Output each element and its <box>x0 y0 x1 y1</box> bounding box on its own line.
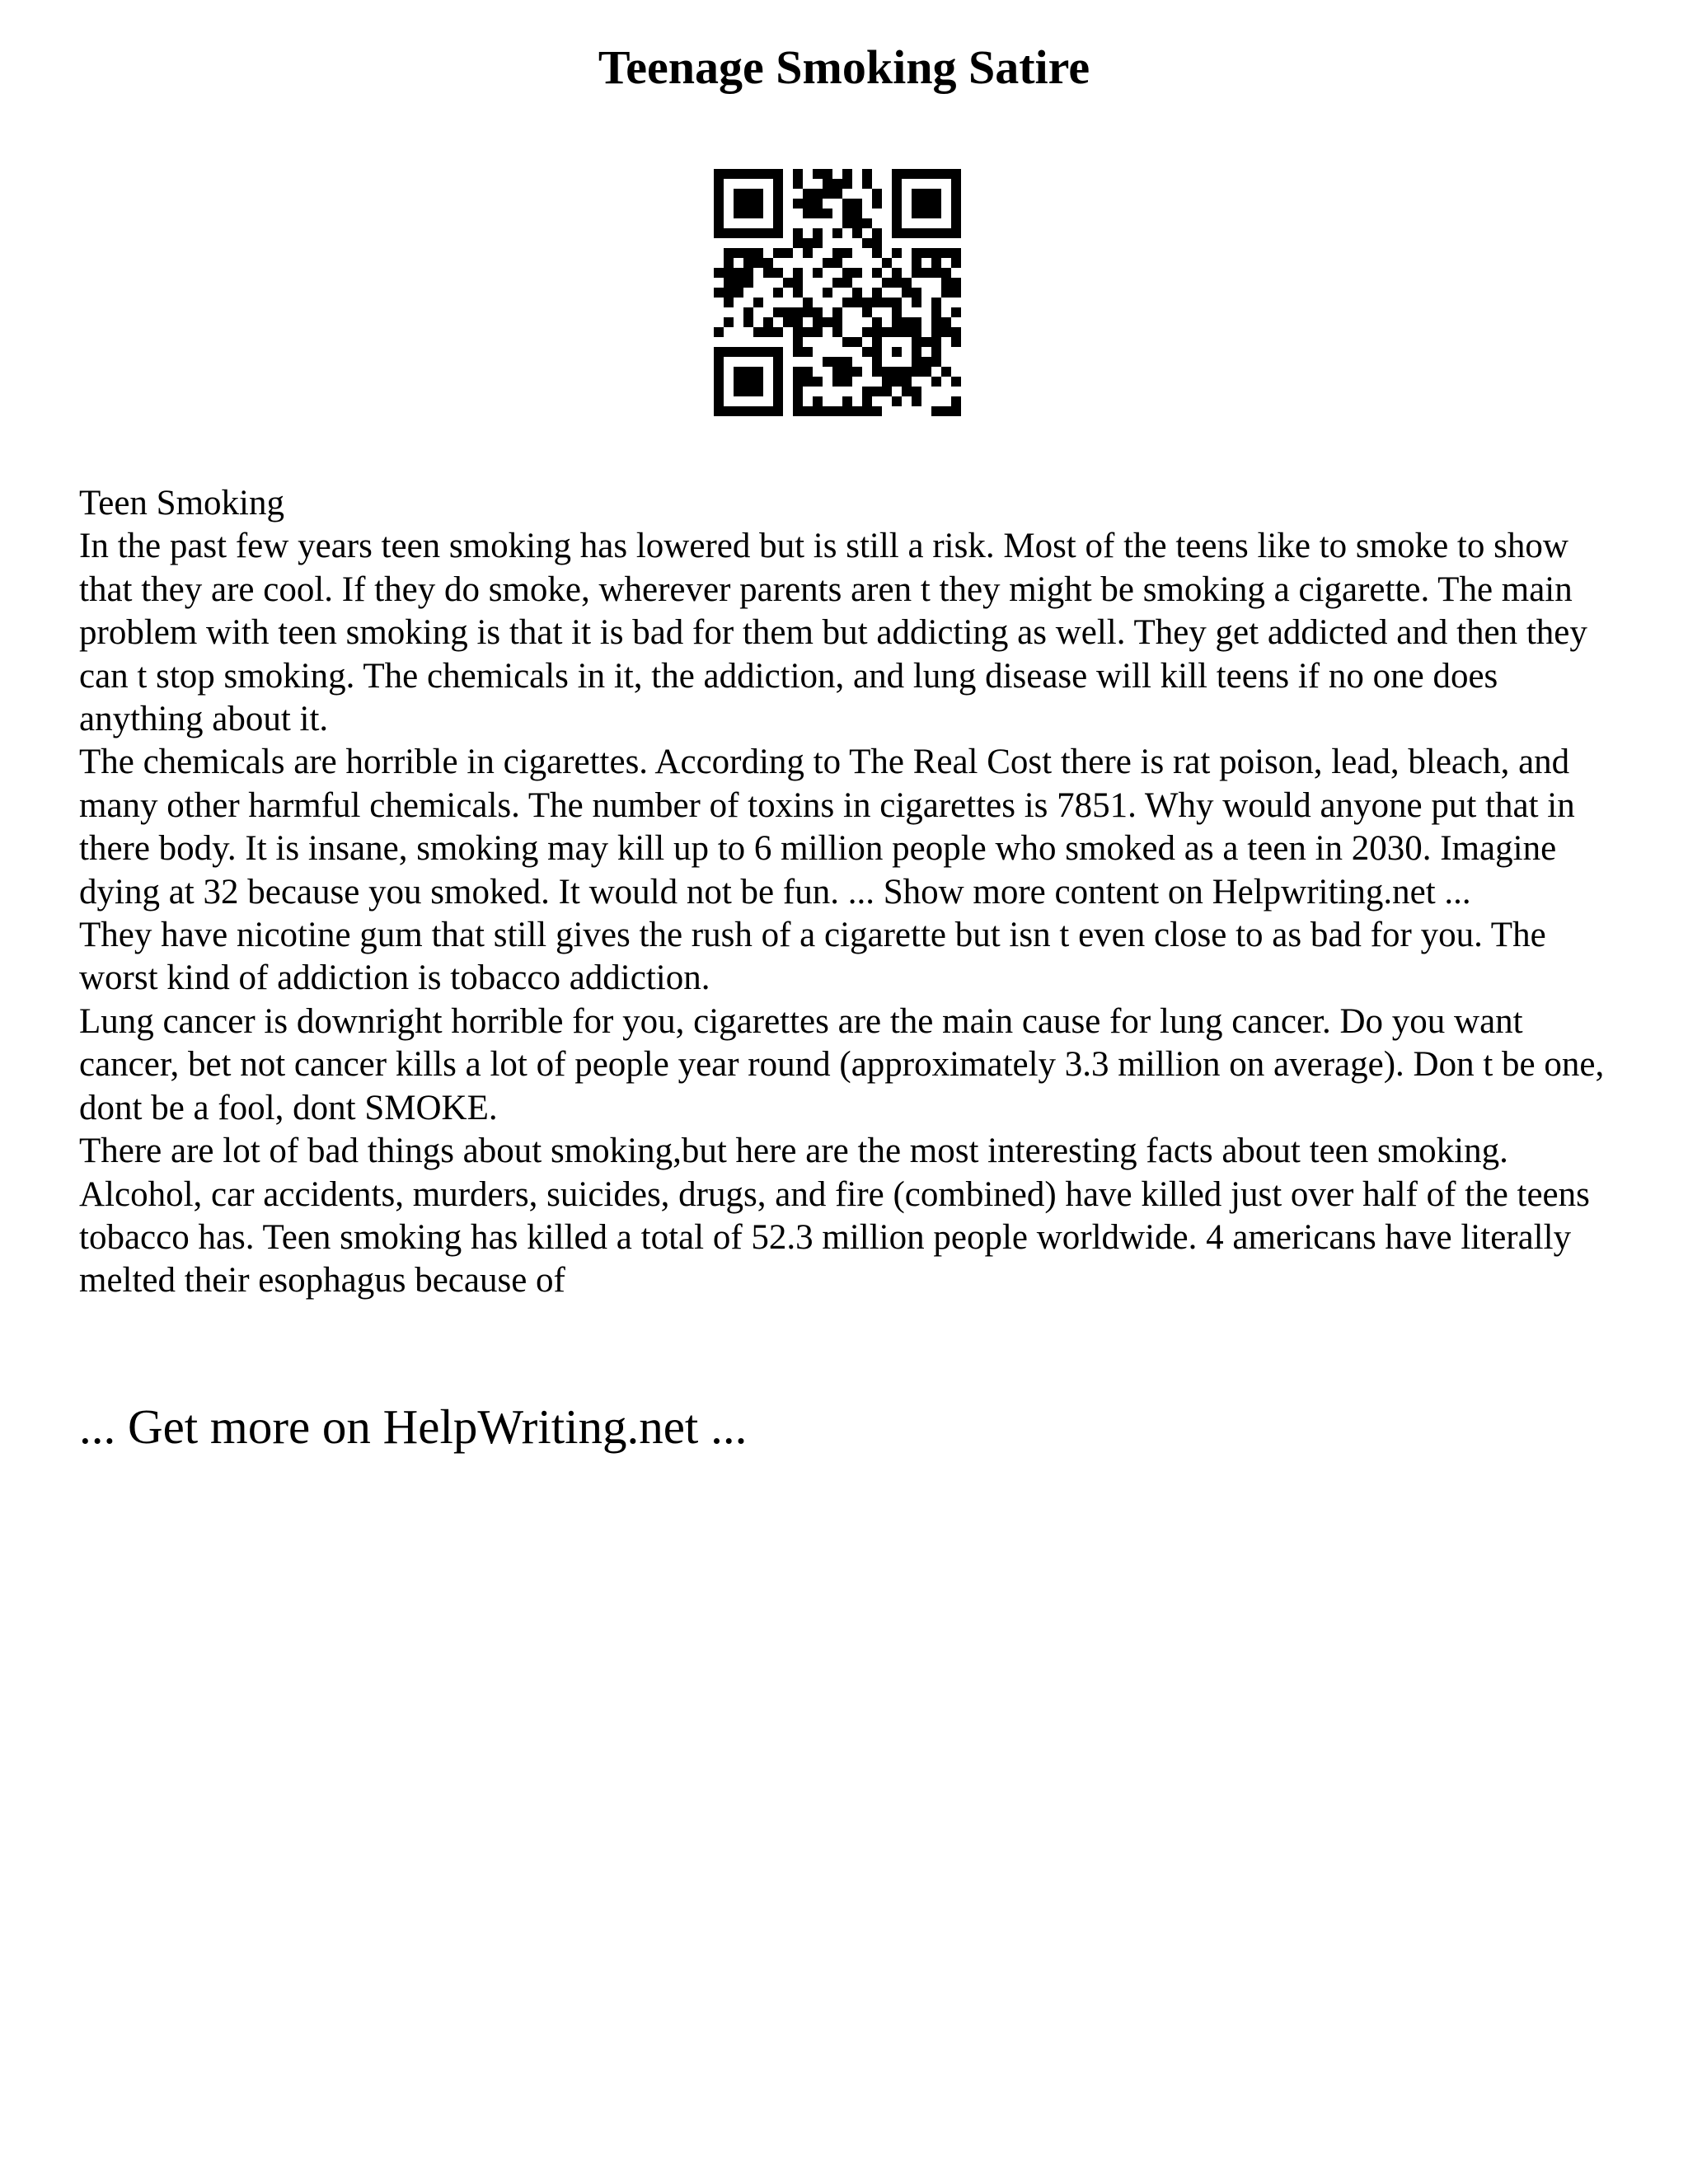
article-paragraph: In the past few years teen smoking has lowered but is still a risk. Most of the teens like to smoke to show that they are cool. If they do smoke, wherever parents aren t they might be smoking a cigarette. The main problem with teen smoking is that it is bad for them but addicting as well. They get addicted and then they can t stop smoking. The chemicals in it, the addiction, and lung disease will kill teens if no one does anything about it. <box>79 527 1587 739</box>
document-title: Teenage Smoking Satire <box>598 40 1090 94</box>
article-paragraph: There are lot of bad things about smoking,but here are the most interesting facts about teen smoking. Alcohol, car accidents, murders, suicides, drugs, and fire (combined) have killed just over half of the teens tobacco has. Teen smoking has killed a total of 52.3 million people worldwide. 4 americans have literally melted their esophagus because of <box>79 1132 1590 1301</box>
article-body <box>79 482 1629 1303</box>
article-paragraph: The chemicals are horrible in cigarettes. According to The Real Cost there is rat poison, lead, bleach, and many other harmful chemicals. The number of toxins in cigarettes is 7851. Why would anyone put that in there body. It is insane, smoking may kill up to 6 million people who smoked as a teen in 2030. Imagine dying at 32 because you smoked. It would not be fun. ... Show more content on Helpwriting.net ... <box>79 743 1575 912</box>
get-more-link[interactable]: ... Get more on HelpWriting.net ... <box>79 1399 748 1454</box>
article-paragraph: Lung cancer is downright horrible for you, cigarettes are the main cause for lung cancer. Do you want cancer, bet not cancer kills a lot of people year round (approximately 3.3 million on average). Don t be one, dont be a fool, dont SMOKE. <box>79 1001 1605 1127</box>
qr-code-icon <box>714 169 961 416</box>
article-paragraph: They have nicotine gum that still gives the rush of a cigarette but isn t even close to as bad for you. The worst kind of addiction is tobacco addiction. <box>79 916 1546 998</box>
article-heading: Teen Smoking <box>79 484 284 523</box>
